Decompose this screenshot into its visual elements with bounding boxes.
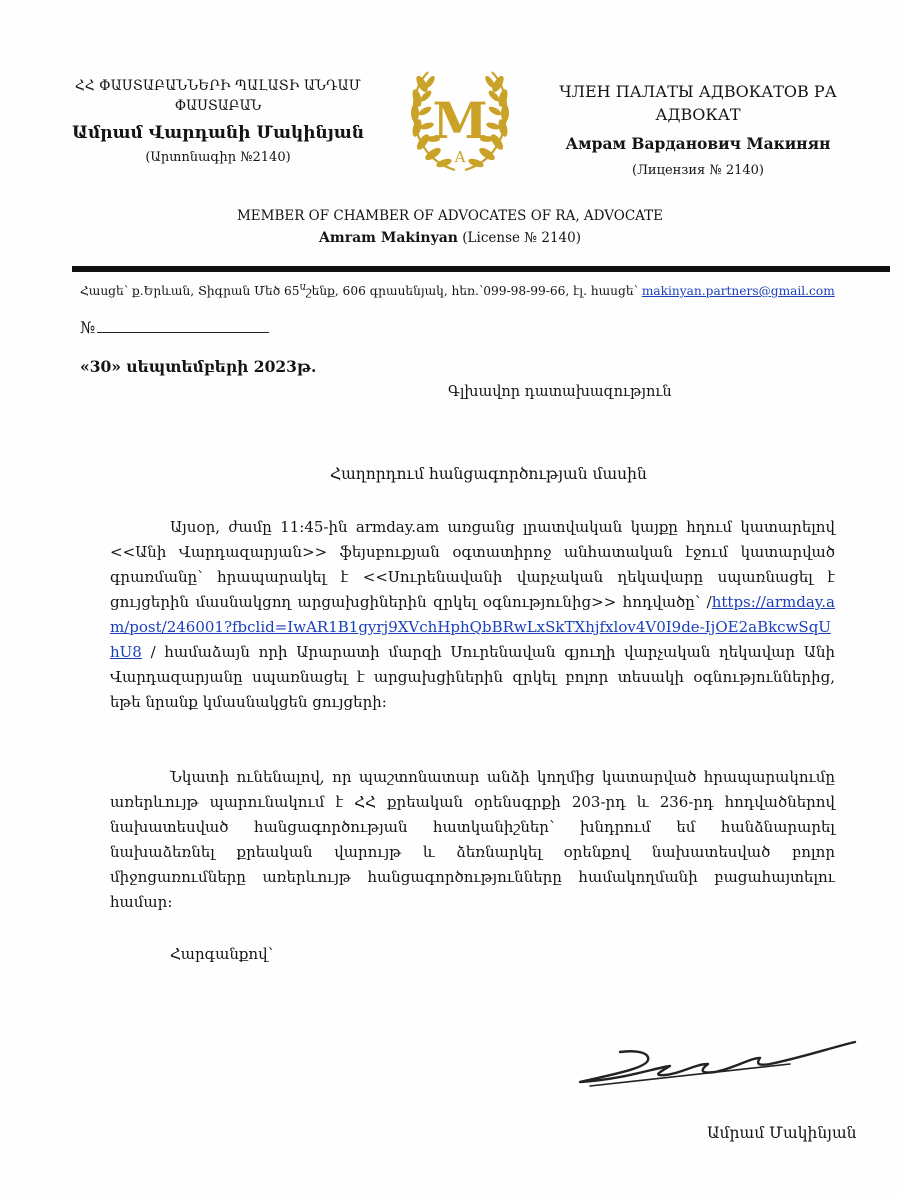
number-blank-line (97, 318, 269, 333)
closing: Հարգանքով՝ (170, 945, 274, 963)
laurel-logo-icon (400, 66, 520, 178)
signature-name: Ամրամ Մակինյան (707, 1124, 857, 1142)
header-russian-name: Амрам Варданович Макинян (565, 134, 831, 153)
header-english-line1: MEMBER OF CHAMBER OF ADVOCATES OF RA, ADVOCATE (236, 208, 664, 224)
logo-subletter: A (454, 148, 466, 166)
header-english (200, 205, 700, 249)
address-text2: շենք, 606 գրասենյակ, հեռ.՝099-98-99-66, էլ. հասցե՝ (306, 284, 638, 299)
header-russian (548, 80, 848, 181)
letter-subject: Հաղորդում հանցագործության մասին (330, 465, 647, 483)
paragraph-2-text: Նկատի ունենալով, որ պաշտոնատար անձի կողմից կատարված հրապարակումը առերևույթ պարունակում է ՀՀ քրեական օրենսգրքի 203-րդ և 236-րդ հոդվածներով նախատեսված հանցագործության հատկանիշներ՝ խնդրում եմ հանձնարարել նախաձեռնել քրեական վարույթ և ձեռնարկել օրենքով նախատեսված բոլոր միջոցառումները առերևույթ հանցագործությունները համակողմանի բացահայտելու համար: (110, 768, 835, 911)
address-superscript: Ա (299, 283, 307, 292)
header-divider (72, 266, 890, 272)
logo-letter: M (432, 91, 488, 150)
address-text: Հասցե՝ ք.Երևան, Տիգրան Մեծ 65 (80, 284, 300, 299)
paragraph-1 (110, 515, 835, 715)
header-armenian-line2: ՓԱՍՏԱԲԱՆ (174, 98, 262, 114)
paragraph-1-text: Այսօր, ժամը 11:45-ին armday.am առցանց լրատվական կայքը հղում կատարելով <<Անի Վարդազարյան>> ֆեյսբուքյան օգտատիրոջ անհատական էջում կատարված գրառմանը՝ հրապարակել է <<Սուրենավանի վարչական ղեկավարը սպառնացել է ցույցերին մասնակցող արցախցիներին զրկել օգնությունից>> հոդվածը՝ / (110, 518, 835, 611)
header-russian-license: (Лицензия № 2140) (632, 163, 764, 178)
header-armenian-line1: ՀՀ ՓԱՍՏԱԲԱՆՆԵՐԻ ՊԱԼԱՏԻ ԱՆԴԱՄ (74, 78, 362, 94)
signature-icon (560, 1030, 870, 1100)
header-russian-line1: ЧЛЕН ПАЛАТЫ АДВОКАТОВ РА (559, 82, 837, 101)
number-label: № (80, 318, 96, 337)
letter-date: «30» սեպտեմբերի 2023թ. (80, 357, 317, 376)
header-armenian-name: Ամրամ Վարդանի Մակինյան (71, 123, 365, 143)
header-english-name: Amram Makinyan (319, 230, 458, 246)
address-line (80, 279, 895, 300)
email-link[interactable]: makinyan.partners@gmail.com (641, 284, 835, 299)
header-armenian-license: (Արտոնագիր №2140) (145, 150, 291, 165)
header-russian-line2: АДВОКАТ (655, 105, 741, 124)
paragraph-2 (110, 765, 835, 915)
document-number (80, 318, 269, 337)
paragraph-1-text-end: / համաձայն որի Արարատի մարզի Սուրենավան գյուղի վարչական ղեկավար Անի Վարդազարյանը սպառնացել է արցախցիներին զրկել բոլոր տեսակի օգնություններից, եթե նրանք կմասնակցեն ցույցերի: (110, 643, 835, 711)
header-armenian (40, 76, 396, 168)
addressee: Գլխավոր դատախազություն (448, 384, 672, 400)
header-english-license: (License № 2140) (462, 230, 581, 246)
article-link[interactable]: https://armday.am/post/246001?fbclid=IwAR1B1gyrj9XVchHphQbBRwLxSkTXhjfxlov4V0I9de-IjOE2aBkcwSqUhU8 (110, 593, 835, 661)
